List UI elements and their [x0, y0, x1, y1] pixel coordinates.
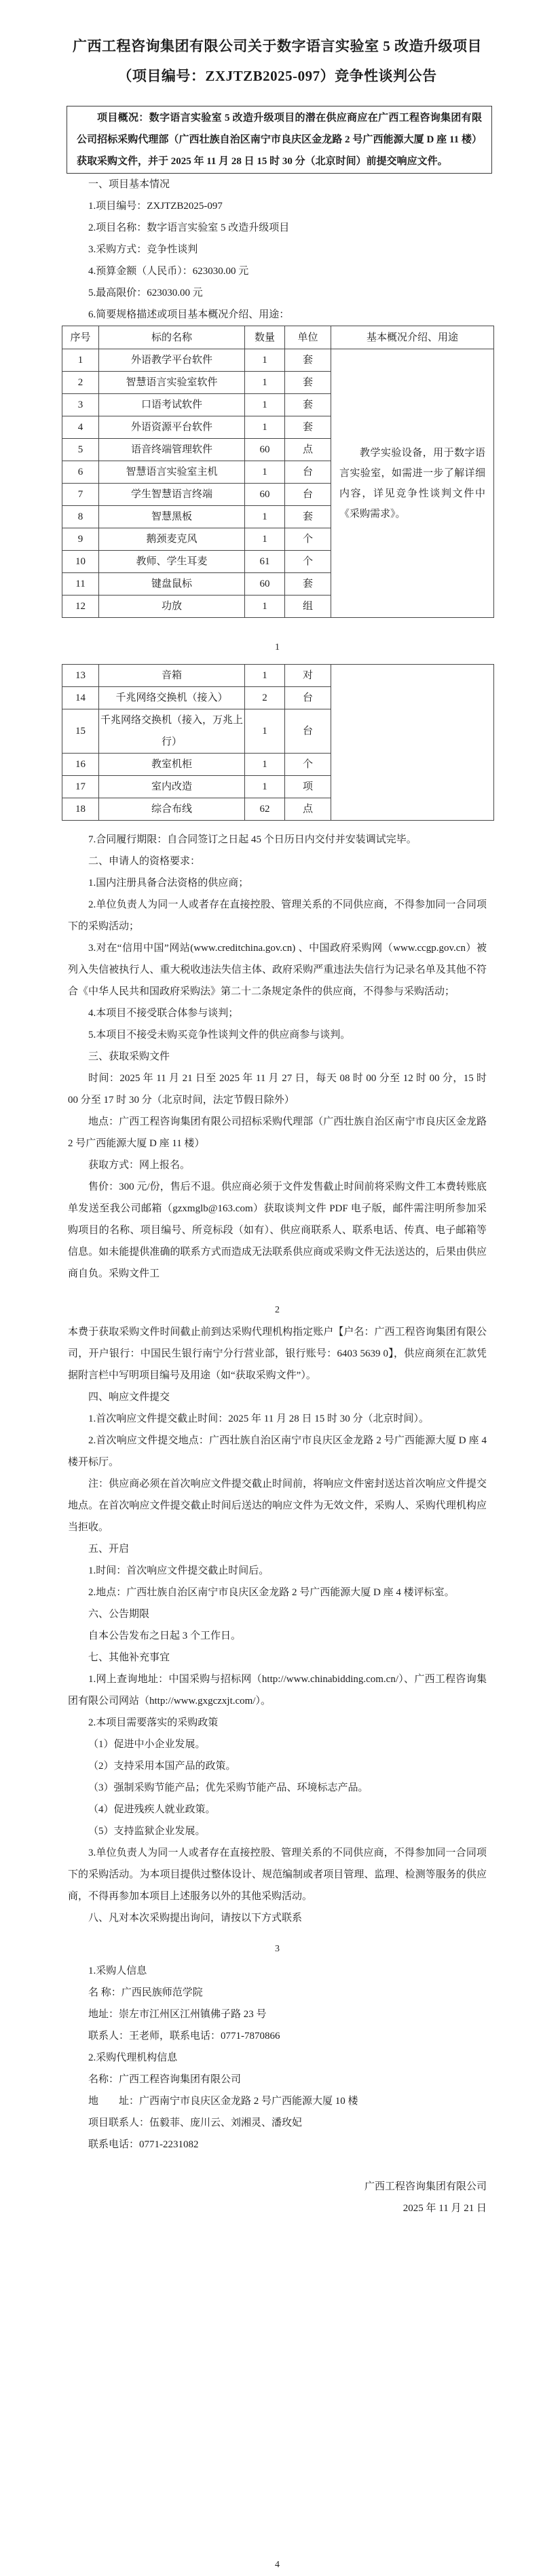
table-cell: 学生智慧语言终端	[99, 484, 245, 506]
price-ceiling-line: 5.最高限价：623030.00 元	[88, 288, 203, 298]
document-title-line1: 广西工程咨询集团有限公司关于数字语言实验室 5 改造升级项目	[73, 38, 482, 54]
signature-date: 2025 年 11 月 21 日	[402, 2203, 487, 2214]
spec-intro-line: 6.简要规格描述或项目基本概况介绍、用途：	[88, 309, 290, 320]
table-cell: 11	[62, 573, 99, 596]
table-cell: 台	[285, 709, 331, 754]
table-cell: 套	[285, 394, 331, 416]
table-cell: 台	[285, 484, 331, 506]
table-cell: 个	[285, 528, 331, 551]
paragraph: 注：供应商必须在首次响应文件提交截止时间前，将响应文件密封送达首次响应文件提交地点。在首次响应文件提交截止时间后送达的响应文件为无效文件，采购人、采购代理机构应当拒收。	[68, 1479, 487, 1533]
table-cell: 千兆网络交换机（接入）	[99, 687, 245, 709]
table-cell: 套	[285, 416, 331, 439]
table-cell: 综合布线	[99, 798, 245, 821]
agency-name-line: 名称：广西工程咨询集团有限公司	[88, 2074, 242, 2085]
document-body	[68, 174, 487, 2576]
table-cell: 语音终端管理软件	[99, 439, 245, 461]
purchaser-contact-line: 联系人：王老师，联系电话：0771-7870866	[88, 2031, 280, 2042]
page-number: 3	[275, 1944, 280, 1954]
table-cell: 5	[62, 439, 99, 461]
table-cell: 音箱	[99, 665, 245, 687]
table-header-cell: 序号	[62, 326, 99, 349]
paragraph: （4）促进残疾人就业政策。	[88, 1804, 216, 1815]
table-cell: 10	[62, 551, 99, 573]
table-cell: 14	[62, 687, 99, 709]
purchaser-name-line: 名 称：广西民族师范学院	[88, 1987, 203, 1998]
paragraph: （1）促进中小企业发展。	[88, 1739, 206, 1750]
paragraph: 2.本项目需要落实的采购政策	[88, 1717, 219, 1728]
table-cell: 1	[245, 349, 285, 372]
agency-contact-line: 项目联系人：伍毅菲、庞川云、刘湘灵、潘玫妃	[88, 2118, 303, 2128]
table-cell: 点	[285, 439, 331, 461]
contract-period-line: 7.合同履行期限：自合同签订之日起 45 个日历日内交付并安装调试完毕。	[88, 834, 417, 845]
table-cell: 智慧语言实验室主机	[99, 461, 245, 484]
section-1-heading: 一、项目基本情况	[88, 179, 170, 190]
table-cell: 1	[245, 709, 285, 754]
price-paragraph-part1: 售价：300 元/份，售后不退。供应商必须于文件发售截止时间前将采购文件工本费转账底单发送至我公司邮箱（gzxmglb@163.com）获取谈判文件 PDF 电子版，邮件需注明所参加采购项目的名称、项目编号、所竞标段（如有）、供应商联系人、联系电话、传真、电子邮箱等信息。如未能提供准确的联系方式而造成无法联系供应商或采购文件无法送达的，后果由供应商自负。采购文件工	[68, 1182, 487, 1279]
section-6-heading: 六、公告期限	[88, 1609, 150, 1620]
items-table-part2	[62, 664, 494, 821]
table-cell: 点	[285, 798, 331, 821]
table-row	[62, 349, 494, 372]
agency-phone-line: 联系电话：0771-2231082	[88, 2139, 199, 2150]
table-header-cell: 数量	[245, 326, 285, 349]
table-cell: 1	[245, 416, 285, 439]
page-number: 4	[275, 2560, 280, 2570]
table-cell: 口语考试软件	[99, 394, 245, 416]
table-cell: 1	[245, 776, 285, 798]
table-cell: 套	[285, 506, 331, 528]
table-cell: 对	[285, 665, 331, 687]
table-cell: 组	[285, 596, 331, 618]
section-2-heading: 二、申请人的资格要求：	[88, 856, 201, 867]
section-8-heading: 八、凡对本次采购提出询问，请按以下方式联系	[88, 1913, 303, 1924]
table-cell: 1	[62, 349, 99, 372]
announcement-period-line: 自本公告发布之日起 3 个工作日。	[88, 1631, 242, 1641]
table-cell: 智慧黑板	[99, 506, 245, 528]
table-cell: 教室机柜	[99, 754, 245, 776]
purchaser-address-line: 地址：崇左市江州区江州镇佛子路 23 号	[88, 2009, 267, 2020]
paragraph: 3.对在“信用中国”网站(www.creditchina.gov.cn) 、中国政府采购网（www.ccgp.gov.cn）被列入失信被执行人、重大税收违法失信主体、政府采购严重违法失信行为记录名单及其他不符合《中华人民共和国政府采购法》第二十二条规定条件的供应商，不得参与采购活动；	[68, 943, 487, 997]
budget-line: 4.预算金额（人民币）：623030.00 元	[88, 266, 249, 277]
table-cell: 6	[62, 461, 99, 484]
table-cell: 61	[245, 551, 285, 573]
table-cell: 7	[62, 484, 99, 506]
paragraph: （5）支持监狱企业发展。	[88, 1826, 206, 1837]
purchaser-info-heading: 1.采购人信息	[88, 1966, 147, 1976]
table-cell: 1	[245, 394, 285, 416]
table-cell: 套	[285, 349, 331, 372]
submit-place-line: 2.首次响应文件提交地点：广西壮族自治区南宁市良庆区金龙路 2 号广西能源大厦 D 座 4 楼开标厅。	[68, 1435, 487, 1468]
obtain-place-line: 地点：广西工程咨询集团有限公司招标采购代理部（广西壮族自治区南宁市良庆区金龙路 2 号广西能源大厦 D 座 11 楼）	[68, 1116, 487, 1149]
table-header-cell: 标的名称	[99, 326, 245, 349]
table-cell: 15	[62, 709, 99, 754]
table-cell: 套	[285, 573, 331, 596]
table-cell: 16	[62, 754, 99, 776]
paragraph: 4.本项目不接受联合体参与谈判；	[88, 1008, 239, 1019]
project-number-line: 1.项目编号：ZXJTZB2025-097	[88, 201, 223, 212]
table-row	[62, 665, 494, 687]
table-cell: 8	[62, 506, 99, 528]
table-cell: 60	[245, 439, 285, 461]
paragraph: （2）支持采用本国产品的政策。	[88, 1761, 236, 1772]
table-cell: 键盘鼠标	[99, 573, 245, 596]
table-cell: 项	[285, 776, 331, 798]
paragraph: 5.本项目不接受未购买竞争性谈判文件的供应商参与谈判。	[88, 1030, 351, 1040]
table-cell: 1	[245, 372, 285, 394]
online-query-line: 1.网上查询地址：中国采购与招标网（http://www.chinabidding.com.cn/）、广西工程咨询集团有限公司网站（http://www.gxgczxjt.com/）。	[68, 1674, 487, 1706]
table-cell: 功放	[99, 596, 245, 618]
project-name-line: 2.项目名称：数字语言实验室 5 改造升级项目	[88, 222, 290, 233]
table-cell: 2	[245, 687, 285, 709]
section-4-heading: 四、响应文件提交	[88, 1392, 170, 1403]
paragraph: 1.国内注册具备合法资格的供应商；	[88, 878, 249, 889]
paragraph: （3）强制采购节能产品；优先采购节能产品、环境标志产品。	[88, 1782, 369, 1793]
section-7-heading: 七、其他补充事宜	[88, 1652, 170, 1663]
table-cell: 1	[245, 528, 285, 551]
table-note-cell	[331, 349, 494, 618]
open-place-line: 2.地点：广西壮族自治区南宁市良庆区金龙路 2 号广西能源大厦 D 座 4 楼评标室。	[88, 1587, 455, 1598]
table-cell: 1	[245, 665, 285, 687]
items-table-part1	[62, 326, 494, 618]
price-paragraph-part2: 本费于获取采购文件时间截止前到达采购代理机构指定账户【户名：广西工程咨询集团有限公司，开户银行：中国民生银行南宁分行营业部，银行账号：6403 5639 0】，供应商须在汇款凭据附言栏中写明项目编号及用途（如“获取采购文件”）。	[68, 1327, 487, 1381]
project-overview-text: 项目概况：数字语言实验室 5 改造升级项目的潜在供应商应在广西工程咨询集团有限公司招标采购代理部（广西壮族自治区南宁市良庆区金龙路 2 号广西能源大厦 D 座 11 楼）获取采购文件，并于 2025 年 11 月 28 日 15 时 30 分（北京时间）前提交响应文件。	[77, 113, 482, 167]
table-cell: 18	[62, 798, 99, 821]
table-cell: 外语资源平台软件	[99, 416, 245, 439]
table-cell: 12	[62, 596, 99, 618]
table-cell: 1	[245, 506, 285, 528]
table-cell: 台	[285, 461, 331, 484]
table-cell: 4	[62, 416, 99, 439]
table-cell: 千兆网络交换机（接入，万兆上行）	[99, 709, 245, 754]
table-cell: 套	[285, 372, 331, 394]
agency-address-line: 地 址：广西南宁市良庆区金龙路 2 号广西能源大厦 10 楼	[88, 2096, 358, 2107]
table-note-text: 教学实验设备，用于数字语言实验室，如需进一步了解详细内容，详见竞争性谈判文件中《采购需求》。	[339, 447, 485, 520]
table-cell: 室内改造	[99, 776, 245, 798]
page-number: 2	[275, 1305, 280, 1315]
table-cell: 教师、学生耳麦	[99, 551, 245, 573]
table-cell: 1	[245, 596, 285, 618]
obtain-time-line: 时间：2025 年 11 月 21 日至 2025 年 11 月 27 日，每天 08 时 00 分至 12 时 00 分，15 时 00 分至 17 时 30 分（北京时间，法定节假日除外）	[68, 1073, 487, 1106]
table-header-cell: 单位	[285, 326, 331, 349]
signature-company: 广西工程咨询集团有限公司	[364, 2181, 487, 2192]
submit-deadline-line: 1.首次响应文件提交截止时间：2025 年 11 月 28 日 15 时 30 分（北京时间）。	[88, 1413, 429, 1424]
table-cell: 9	[62, 528, 99, 551]
table-header-row	[62, 326, 494, 349]
table-cell: 3	[62, 394, 99, 416]
table-cell: 1	[245, 461, 285, 484]
table-cell: 17	[62, 776, 99, 798]
table-note-cell	[331, 665, 494, 821]
table-cell: 鹅颈麦克风	[99, 528, 245, 551]
document-title-line2: （项目编号：ZXJTZB2025-097）竞争性谈判公告	[117, 68, 437, 84]
table-cell: 台	[285, 687, 331, 709]
table-cell: 个	[285, 754, 331, 776]
open-time-line: 1.时间：首次响应文件提交截止时间后。	[88, 1565, 269, 1576]
obtain-method-line: 获取方式：网上报名。	[88, 1160, 191, 1171]
table-cell: 个	[285, 551, 331, 573]
table-cell: 60	[245, 484, 285, 506]
table-cell: 外语教学平台软件	[99, 349, 245, 372]
section-5-heading: 五、开启	[88, 1544, 130, 1555]
table-cell: 13	[62, 665, 99, 687]
table-cell: 62	[245, 798, 285, 821]
procurement-method-line: 3.采购方式：竞争性谈判	[88, 244, 198, 255]
paragraph: 2.单位负责人为同一人或者存在直接控股、管理关系的不同供应商，不得参加同一合同项下的采购活动；	[68, 899, 487, 932]
table-cell: 1	[245, 754, 285, 776]
page-number: 1	[275, 642, 280, 652]
table-header-cell: 基本概况介绍、用途	[331, 326, 494, 349]
section-3-heading: 三、获取采购文件	[88, 1051, 170, 1062]
table-cell: 智慧语言实验室软件	[99, 372, 245, 394]
project-overview-box	[67, 106, 492, 174]
table-cell: 2	[62, 372, 99, 394]
table-cell: 60	[245, 573, 285, 596]
paragraph: 3.单位负责人为同一人或者存在直接控股、管理关系的不同供应商，不得参加同一合同项下的采购活动。为本项目提供过整体设计、规范编制或者项目管理、监理、检测等服务的供应商，不得再参加本项目上述服务以外的其他采购活动。	[68, 1848, 487, 1902]
agency-info-heading: 2.采购代理机构信息	[88, 2052, 178, 2063]
